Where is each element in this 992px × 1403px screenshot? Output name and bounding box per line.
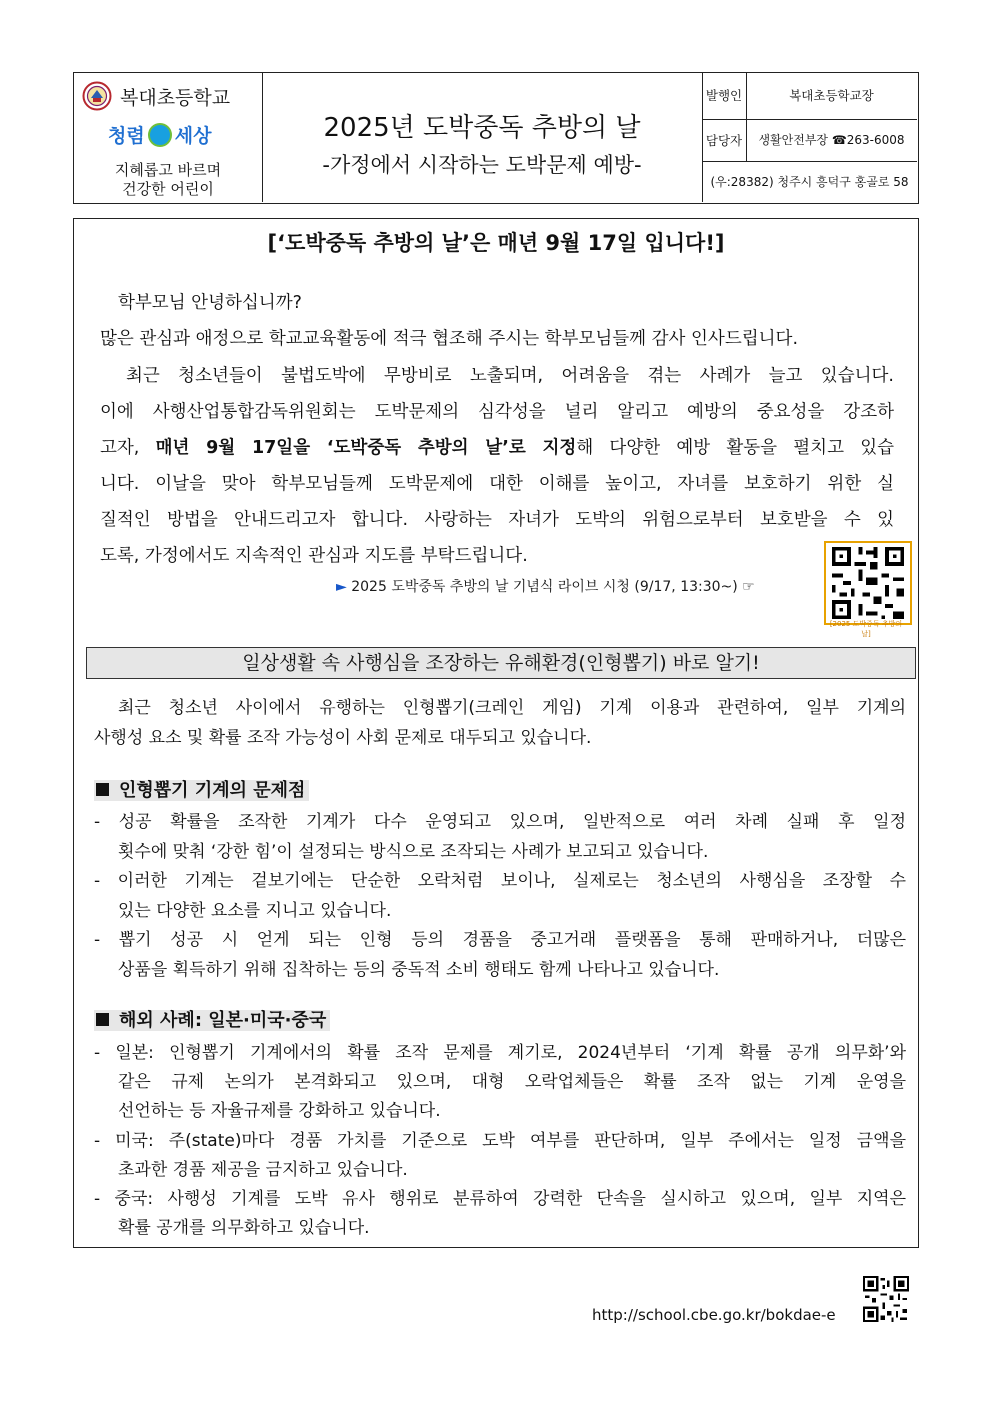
school-motto (74, 161, 262, 199)
address: (우:28382) 청주시 흥덕구 홍골로 58 (710, 175, 909, 189)
school-url-link[interactable]: http://school.cbe.go.kr/bokdae-e (592, 1306, 836, 1324)
notice-line-2: 이에 사행산업통합감독위원회는 도박문제의 심각성을 널리 알리고 예방의 중요성을 강조하 (100, 402, 894, 422)
live-stream-text: 2025 도박중독 추방의 날 기념식 라이브 시청 (9/17, 13:30~) ☞ (351, 579, 755, 595)
manager-label: 담당자 (702, 120, 747, 161)
qr-caption: [2025 도박중독 추방의 날] (829, 620, 903, 638)
problem-item-cont: 상품을 획득하기 위해 집착하는 등의 중독적 소비 행태도 함께 나타나고 있습니다. (118, 960, 720, 980)
content-box (73, 218, 919, 1248)
slogan-left: 청렴 (108, 125, 145, 147)
motto-line-1: 지혜롭고 바르며 (114, 161, 222, 179)
notice-line-5: 질적인 방법을 안내드리고자 합니다. 사랑하는 자녀가 도박의 위험으로부터 보호받을 수 있 (100, 510, 894, 530)
notice-highlight: 매년 9월 17일을 ‘도박중독 추방의 날’로 지정 (155, 438, 577, 458)
intro-line-1: 최근 청소년 사이에서 유행하는 인형뽑기(크레인 게임) 기계 이용과 관련하여, 일부 기계의 (118, 698, 906, 718)
notice-line-1: 최근 청소년들이 불법도박에 무방비로 노출되며, 어려움을 겪는 사례가 늘고 있습니다. (126, 366, 894, 386)
play-arrow-icon: ► (336, 579, 347, 595)
problems-heading (94, 777, 309, 805)
overseas-heading (94, 1007, 330, 1035)
header-box (73, 72, 919, 204)
slogan-logo (108, 121, 211, 148)
notice-line-3-b: 해 다양한 예방 활동을 펼치고 있습 (576, 438, 895, 458)
china-line-1: - 중국: 사행성 기계를 도박 유사 행위로 분류하여 강력한 단속을 실시하고 있으며, 일부 지역은 (94, 1189, 906, 1209)
motto-line-2: 건강한 어린이 (122, 180, 214, 198)
notice-line-3-a: 고자, (100, 438, 156, 458)
slogan-right: 세상 (174, 125, 212, 147)
usa-line-2: 초과한 경품 제공을 금지하고 있습니다. (118, 1160, 408, 1180)
banner-title: [‘도박중독 추방의 날’은 매년 9월 17일 입니다!] (267, 231, 725, 255)
school-name: 복대초등학교 (120, 86, 231, 109)
problem-item: - 이러한 기계는 겉보기에는 단순한 오락처럼 보이나, 실제로는 청소년의 사행심을 조장할 수 (94, 871, 906, 891)
live-qr-code-icon[interactable] (824, 541, 912, 625)
overseas-title: 해외 사례: 일본·미국·중국 (119, 1010, 327, 1031)
school-emblem-icon (82, 81, 112, 111)
live-stream-link[interactable] (336, 576, 755, 596)
japan-line-2: 같은 규제 논의가 본격화되고 있으며, 대형 오락업체들은 확률 조작 없는 기계 운영을 (118, 1072, 906, 1092)
japan-line-1: - 일본: 인형뽑기 기계에서의 확률 조작 문제를 계기로, 2024년부터 ‘기계 확률 공개 의무화’와 (94, 1043, 906, 1063)
greeting: 학부모님 안녕하십니까? (118, 293, 302, 313)
problems-title: 인형뽑기 기계의 문제점 (119, 780, 306, 801)
school-title-row (82, 81, 230, 111)
school-qr-code-icon[interactable] (862, 1276, 910, 1322)
notice-line-3 (100, 430, 894, 467)
globe-icon (148, 123, 172, 147)
overseas-title-wrap (94, 1010, 330, 1031)
header-title-cell (262, 73, 703, 202)
intro-line-2: 사행성 요소 및 확률 조작 가능성이 사회 문제로 대두되고 있습니다. (94, 728, 592, 748)
problem-item: - 뽑기 성공 시 얻게 되는 인형 등의 경품을 중고거래 플랫폼을 통해 판매하거나, 더많은 (94, 930, 906, 950)
problem-item-cont: 있는 다양한 요소를 지니고 있습니다. (118, 901, 392, 921)
square-bullet-icon (96, 783, 109, 796)
manager-value: 생활안전부장 ☎263-6008 (758, 133, 905, 147)
publisher-value: 복대초등학교장 (789, 88, 874, 103)
header-school-cell (74, 73, 263, 202)
publisher-label: 발행인 (702, 73, 747, 119)
page-subtitle: -가정에서 시작하는 도박문제 예방- (322, 153, 642, 177)
notice-line-6: 도록, 가정에서도 지속적인 관심과 지도를 부탁드립니다. (100, 546, 528, 566)
page-title: 2025년 도박중독 추방의 날 (323, 113, 641, 143)
japan-line-3: 선언하는 등 자율규제를 강화하고 있습니다. (118, 1101, 441, 1121)
thanks-text: 많은 관심과 애정으로 학교교육활동에 적극 협조해 주시는 학부모님들께 감사 인사드립니다. (100, 329, 799, 349)
square-bullet-icon (96, 1013, 109, 1026)
section-heading: 일상생활 속 사행심을 조장하는 유해환경(인형뽑기) 바로 알기! (86, 647, 916, 679)
problems-title-wrap (94, 780, 309, 801)
china-line-2: 확률 공개를 의무화하고 있습니다. (118, 1218, 370, 1238)
notice-line-4: 니다. 이날을 맞아 학부모님들께 도박문제에 대한 이해를 높이고, 자녀를 보호하기 위한 실 (100, 474, 894, 494)
usa-line-1: - 미국: 주(state)마다 경품 가치를 기준으로 도박 여부를 판단하며, 일부 주에서는 일정 금액을 (94, 1131, 906, 1151)
problem-item-cont: 횟수에 맞춰 ‘강한 힘’이 설정되는 방식으로 조작되는 사례가 보고되고 있습니다. (118, 842, 709, 862)
header-info-cell (702, 73, 917, 202)
problem-item: - 성공 확률을 조작한 기계가 다수 운영되고 있으며, 일반적으로 여러 차례 실패 후 일정 (94, 812, 906, 832)
